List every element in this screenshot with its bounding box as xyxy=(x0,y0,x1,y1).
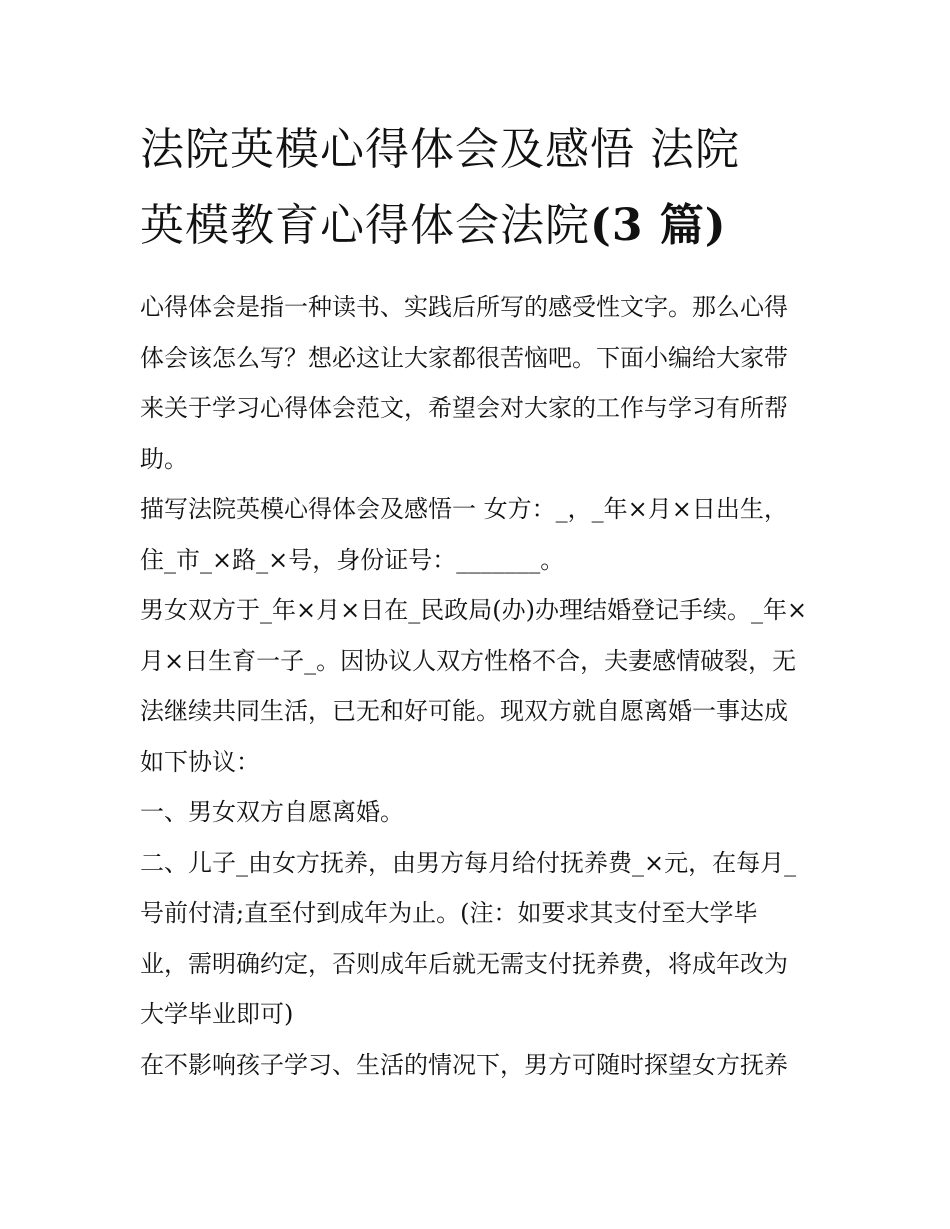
text-line: 月×日生育一子_。因协议人双方性格不合，夫妻感情破裂，无 xyxy=(140,646,797,675)
title-line-1: 法院英模心得体会及感悟 法院 xyxy=(140,124,740,175)
text-line: 一、男女双方自愿离婚。 xyxy=(140,798,404,826)
text-line: 号前付清;直至付到成年为止。(注：如要求其支付至大学毕 xyxy=(140,899,758,927)
title-line-2-suffix: (3 篇) xyxy=(590,200,727,251)
document-content xyxy=(140,112,820,1090)
text-line: 业，需明确约定，否则成年后就无需支付抚养费，将成年改为 xyxy=(140,949,788,978)
text-line: 男女双方于_年×月×日在_民政局(办)办理结婚登记手续。_年× xyxy=(140,596,808,624)
text-line: 在不影响孩子学习、生活的情况下，男方可随时探望女方抚养 xyxy=(140,1050,788,1079)
text-line: 住_市_×路_×号，身份证号：_______。 xyxy=(140,545,565,574)
text-line: 如下协议： xyxy=(140,747,260,776)
text-line: 大学毕业即可) xyxy=(140,1000,294,1028)
text-line: 来关于学习心得体会范文，希望会对大家的工作与学习有所帮 xyxy=(140,394,788,422)
text-line: 助。 xyxy=(140,444,188,473)
text-line: 二、儿子_由女方抚养，由男方每月给付抚养费_×元，在每月_ xyxy=(140,848,797,877)
text-line: 体会该怎么写？想必这让大家都很苦恼吧。下面小编给大家带 xyxy=(140,343,788,372)
text-line: 法继续共同生活，已无和好可能。现双方就自愿离婚一事达成 xyxy=(140,697,788,725)
text-line: 心得体会是指一种读书、实践后所写的感受性文字。那么心得 xyxy=(140,293,788,321)
title-line-2 xyxy=(140,188,820,264)
text-line: 描写法院英模心得体会及感悟一 女方：_，_年×月×日出生， xyxy=(140,495,788,523)
document-title xyxy=(140,112,820,264)
document-body xyxy=(140,282,820,1090)
title-line-2-prefix: 英模教育心得体会法院 xyxy=(140,200,590,251)
